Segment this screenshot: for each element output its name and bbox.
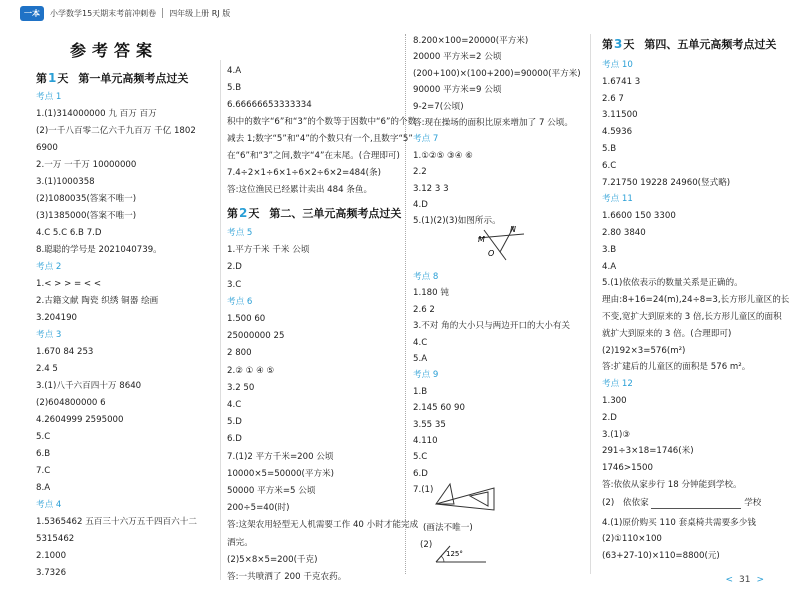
answer-line: (2)1080035(答案不唯一): [36, 194, 137, 204]
answer-line: 3.12 3 3: [413, 183, 449, 194]
section-label: 考点 4: [36, 500, 62, 510]
answer-line: 4.C: [227, 400, 242, 410]
answer-line: (63+27-10)×110=8800(元): [602, 550, 720, 561]
answer-line: 2.6 2: [413, 304, 435, 315]
answer-line: 1.B: [413, 386, 428, 397]
section-label: 考点 3: [36, 330, 62, 340]
answer-line: 4.5936: [602, 127, 633, 138]
answer-line: 3.(1)③: [602, 429, 631, 440]
section-label: 考点 2: [36, 262, 62, 272]
answer-line: 7.21750 19228 24960(竖式略): [602, 177, 731, 188]
answer-line: 5.B: [227, 83, 242, 93]
answer-line: 答:现在操场的面积比原来增加了 7 公顷。: [413, 118, 573, 128]
answer-line: 10000×5=50000(平方米): [227, 468, 335, 479]
answer-line: 6.B: [36, 449, 51, 459]
answer-line: 8.A: [36, 483, 51, 493]
answer-line: 4.2604999 2595000: [36, 415, 124, 425]
answer-line: 答:一共喷洒了 200 千克农药。: [227, 572, 347, 582]
book-title: 小学数学15天期末考前冲刺卷: [50, 8, 157, 18]
figure-label: (2) 依依家 学校: [602, 498, 762, 508]
point-m-label: M: [478, 235, 485, 244]
answer-line: 7.4÷2×1÷6×1÷6×2÷6×2=484(条): [227, 168, 381, 178]
answer-line: 2.145 60 90: [413, 403, 465, 414]
answer-line: 6.C: [602, 160, 617, 171]
answer-line: 6.D: [227, 434, 242, 445]
running-header: [20, 4, 230, 22]
answer-line: 5315462: [36, 534, 75, 544]
answer-line: (2)一千八百零二亿六千九百万 千亿 1802: [36, 126, 196, 136]
path-line: [651, 500, 741, 509]
answer-line: 5.(1)(2)(3)如图所示。: [413, 216, 501, 227]
answer-line: 减去 1;数字“5”和“4”的个数只有一个,且数字“5”: [227, 134, 413, 144]
answer-line: 25000000 25: [227, 331, 285, 342]
answer-line: 3.204190: [36, 313, 78, 323]
answer-line: 1.670 84 253: [36, 347, 94, 357]
answer-line: 1.6741 3: [602, 76, 641, 87]
day-2-heading: 第 2 天 第二、三单元高频考点过关: [227, 206, 402, 220]
answer-line: (2)5×8×5=200(千克): [227, 554, 318, 565]
day-1-heading: 第 1 天 第一单元高频考点过关: [36, 71, 189, 85]
next-arrow: >: [756, 575, 764, 585]
answer-line: 4.A: [227, 66, 242, 76]
answer-line: 2.② ① ④ ⑤: [227, 365, 275, 376]
answer-line: 2.4 5: [36, 364, 58, 374]
answer-line: 答:扩建后的儿童区的面积是 576 m²。: [602, 362, 751, 373]
point-o-label: O: [488, 249, 495, 258]
answer-line: 5.(1)依依表示的数量关系是正确的。: [602, 278, 743, 289]
answer-line: 5.D: [227, 417, 242, 428]
answer-line: 1.6600 150 3300: [602, 211, 676, 222]
page-title: 参考答案: [70, 41, 159, 60]
column-divider: [590, 34, 591, 574]
answer-line: (3)1385000(答案不唯一): [36, 211, 137, 221]
section-label: 考点 6: [227, 296, 253, 307]
school-label: 学校: [744, 498, 762, 508]
answer-line: 3.(1)八千六百四十万 8640: [36, 381, 142, 391]
answer-line: 1.500 60: [227, 314, 266, 324]
answer-line: 在“6”和“3”之间,数字“4”在末尾。(合理即可): [227, 151, 400, 161]
answer-line: 4.D: [413, 200, 428, 210]
section-label: 考点 10: [602, 60, 633, 70]
section-label: 考点 9: [413, 370, 439, 381]
answer-line: 1.300: [602, 396, 627, 406]
answer-line: 1.①②⑤ ③④ ⑥: [413, 150, 473, 161]
answer-line: 7.C: [36, 466, 51, 476]
answer-line: 3.不对 角的大小只与两边开口的大小有关: [413, 321, 571, 332]
column-divider: [220, 60, 221, 580]
answer-line: 1.(1)314000000 九 百万 百万: [36, 109, 157, 119]
answer-line: 9-2=7(公顷): [413, 101, 464, 112]
answer-line: 2.一万 一千万 10000000: [36, 160, 137, 170]
answer-line: 4.C 5.C 6.B 7.D: [36, 228, 102, 238]
answer-line: 50000 平方米=5 公顷: [227, 486, 316, 496]
answer-line: 4.(1)原价购买 110 套桌椅共需要多少钱: [602, 518, 756, 528]
ray-figure: [470, 222, 530, 262]
page-number: [725, 575, 764, 585]
answer-line: 5.C: [413, 452, 428, 463]
header-divider: [162, 8, 163, 18]
answer-line: 4.A: [602, 261, 617, 272]
answer-line: 3.55 35: [413, 419, 446, 430]
answer-line: (2)192×3=576(m²): [602, 345, 686, 356]
answer-line: 2.80 3840: [602, 228, 646, 238]
section-label: 考点 7: [413, 134, 439, 145]
answer-line: 2 800: [227, 348, 252, 359]
point-n-label: N: [510, 225, 516, 234]
answer-line: 7.(1)2 平方千米=200 公顷: [227, 451, 334, 462]
answer-line: 答:依依从家步行 18 分钟能到学校。: [602, 480, 742, 490]
section-label: 考点 1: [36, 92, 62, 102]
publisher-logo: 一本: [20, 6, 44, 21]
answer-line: 2.D: [602, 412, 617, 423]
answer-line: 3.11500: [602, 110, 638, 121]
answer-line: 6.D: [413, 468, 428, 479]
answer-line: 5.B: [602, 144, 617, 154]
answer-line: 2.1000: [36, 551, 67, 561]
answer-line: (2)①110×100: [602, 534, 662, 545]
figure-note: (画法不唯一): [423, 523, 473, 533]
answer-line: 6.66666653333334: [227, 100, 312, 110]
home-label: 依依家: [622, 498, 649, 508]
answer-line: 答:这架农用轻型无人机需要工作 40 小时才能完成: [227, 520, 419, 531]
answer-line: 1.180 钝: [413, 288, 449, 299]
answer-line: 1746>1500: [602, 463, 653, 474]
answer-line: 6900: [36, 143, 58, 153]
page-number-value: 31: [739, 575, 751, 585]
figure-2-label: (2): [420, 540, 433, 550]
day-3-heading: 第 3 天 第四、五单元高频考点过关: [602, 37, 777, 51]
answer-line: (2)604800000 6: [36, 398, 106, 408]
answer-line: 4.110: [413, 436, 438, 446]
answer-line: 5.A: [413, 354, 428, 364]
answer-line: 2.D: [227, 262, 242, 273]
angle-label: 125°: [446, 550, 463, 558]
answer-line: 积中的数字“6”和“3”的个数等于因数中“6”的个数: [227, 117, 417, 127]
answer-line: 20000 平方米=2 公顷: [413, 52, 502, 63]
answer-line: 3.C: [227, 279, 242, 290]
answer-line: 洒完。: [227, 537, 253, 548]
answer-line: 2.2: [413, 167, 427, 178]
answer-line: 7.(1): [413, 485, 434, 496]
answer-line: 答:这位渔民已经累计卖出 484 条鱼。: [227, 185, 373, 195]
section-label: 考点 11: [602, 194, 633, 205]
answer-line: 2.6 7: [602, 93, 624, 104]
answer-line: 291÷3×18=1746(米): [602, 446, 694, 457]
section-label: 考点 5: [227, 228, 253, 238]
prev-arrow: <: [725, 575, 733, 585]
angle-figure: [430, 542, 490, 566]
fold-divider: [405, 34, 406, 574]
answer-line: 90000 平方米=9 公顷: [413, 85, 502, 96]
answer-line: 200÷5=40(时): [227, 503, 290, 514]
answer-line: 8.200×100=20000(平方米): [413, 36, 529, 46]
answer-line: 理由:8+16=24(m),24÷8=3,长方形儿童区的长: [602, 295, 790, 306]
answer-line: 1.< > > = < <: [36, 279, 102, 289]
answer-line: 3.7326: [36, 568, 67, 578]
answer-line: 1.平方千米 千米 公顷: [227, 245, 310, 256]
answer-line: 就扩大到原来的 3 倍。(合理即可): [602, 328, 732, 339]
answer-line: 5.C: [36, 432, 51, 442]
answer-line: 3.(1)1000358: [36, 177, 95, 187]
answer-line: 1.5365462 五百三十六万五千四百六十二: [36, 517, 197, 527]
answer-line: 3.2 50: [227, 382, 255, 393]
answer-line: (200+100)×(100+200)=90000(平方米): [413, 68, 581, 79]
answer-line: 3.B: [602, 244, 617, 255]
triangle-ruler-figure: [430, 480, 500, 520]
answer-line: 不变,宽扩大到原来的 3 倍,长方形儿童区的面积: [602, 312, 782, 322]
section-label: 考点 12: [602, 379, 633, 390]
answer-line: 2.古籍文献 陶瓷 织绣 铜器 绘画: [36, 296, 159, 306]
book-edition: 四年级上册 RJ 版: [169, 8, 231, 18]
section-label: 考点 8: [413, 272, 439, 282]
answer-line: 4.C: [413, 337, 428, 348]
answer-line: 8.聪聪的学号是 2021040739。: [36, 245, 162, 255]
